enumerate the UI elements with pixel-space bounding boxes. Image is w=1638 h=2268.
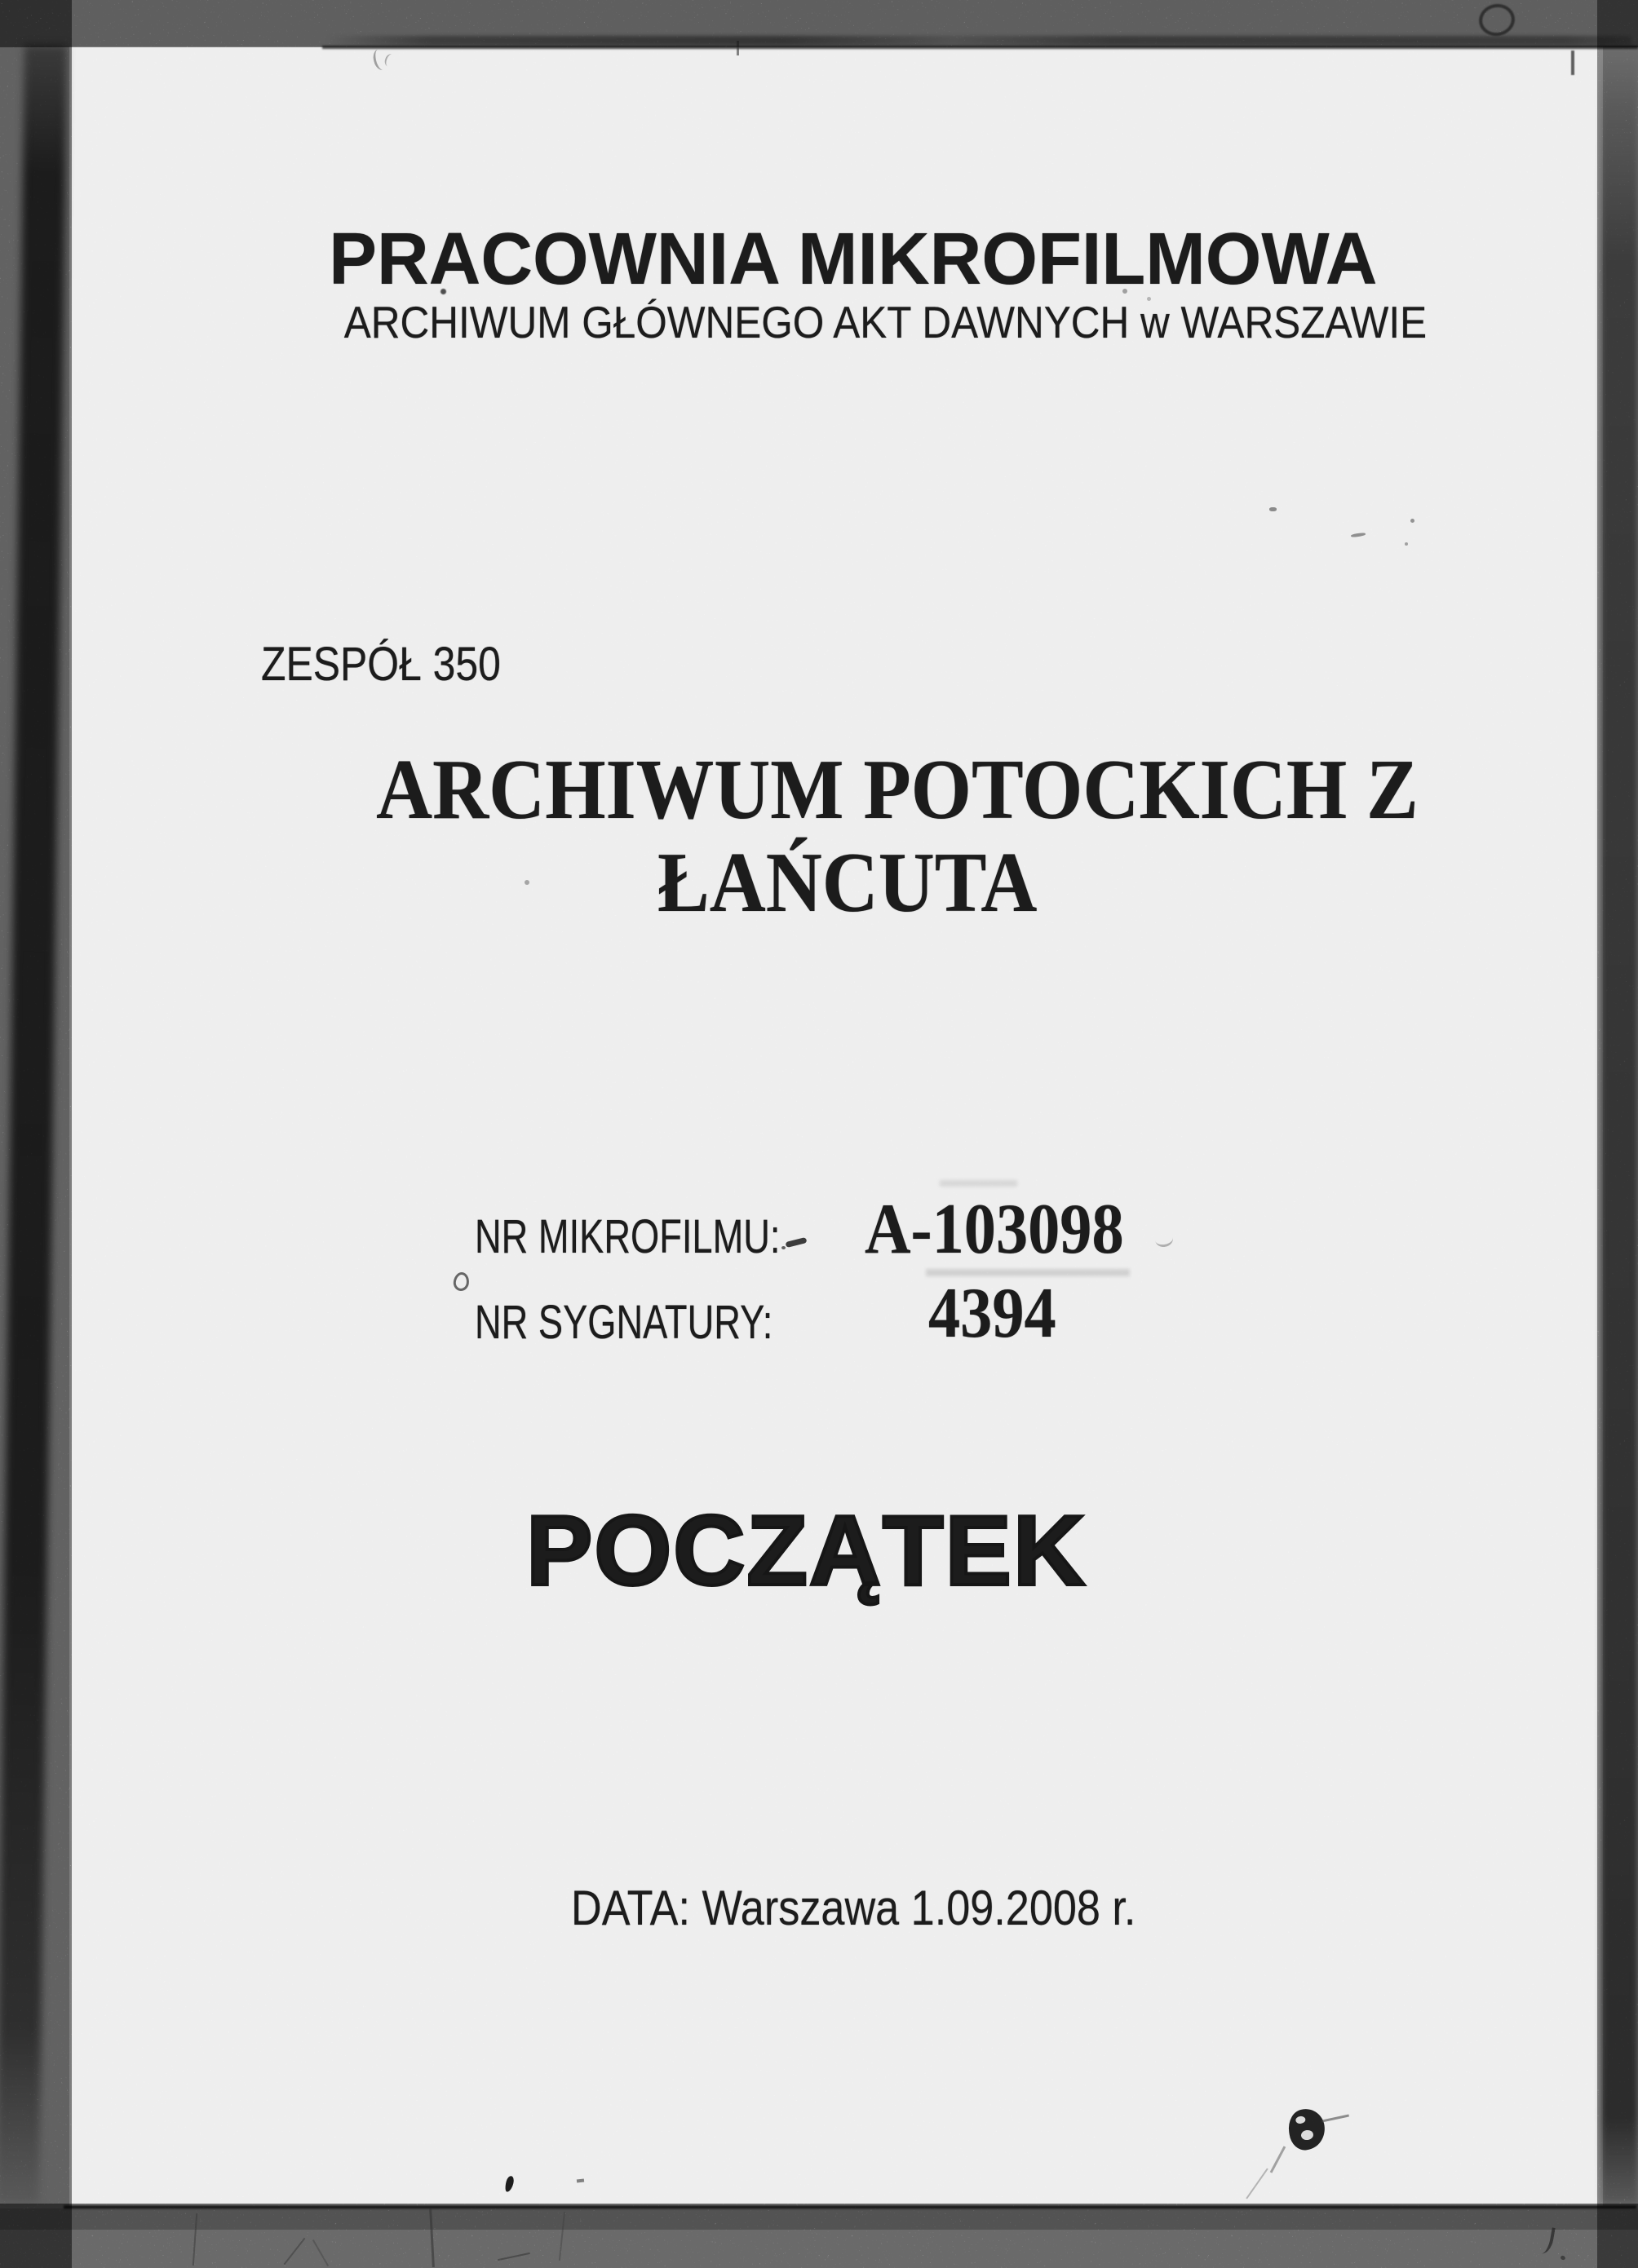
collection-number-text: ZESPÓŁ 350	[261, 638, 501, 691]
ink-speck	[1269, 507, 1277, 511]
fond-title-line2	[325, 834, 1370, 930]
blob-hole	[1300, 2129, 1314, 2141]
archive-subtitle	[284, 297, 1428, 347]
ghost-print-streak	[940, 1180, 1017, 1187]
page-top-edge-smudge	[326, 36, 1631, 46]
edge-tick-mark	[737, 41, 739, 55]
signature-number-value-text: 4394	[928, 1274, 1056, 1353]
date-line	[571, 1881, 1220, 1935]
workshop-title-text: PRACOWNIA MIKROFILMOWA	[329, 219, 1378, 300]
microfilm-number-label-text: NR MIKROFILMU:	[475, 1210, 781, 1263]
archive-subtitle-text: ARCHIWUM GŁÓWNEGO AKT DAWNYCH w WARSZAWIE	[343, 297, 1428, 347]
microfilm-number-value-text: A-103098	[865, 1190, 1124, 1269]
signature-number-value	[928, 1274, 1072, 1353]
start-marker-text: POCZĄTEK	[526, 1495, 1087, 1606]
workshop-title	[318, 219, 1378, 300]
date-line-text: DATA: Warszawa 1.09.2008 r.	[571, 1881, 1136, 1935]
ink-speck	[1410, 519, 1414, 523]
film-edge-right	[1601, 49, 1638, 2204]
collection-number-label	[261, 638, 540, 691]
signature-number-label	[475, 1296, 857, 1349]
fond-title-line1-text: ARCHIWUM POTOCKICH Z	[376, 741, 1419, 837]
start-marker	[526, 1495, 1087, 1606]
blob-hole	[1295, 2115, 1306, 2124]
scan-bottom-margin	[0, 2230, 1638, 2268]
microfilm-number-label	[475, 1210, 866, 1263]
fond-title-line2-text: ŁAŃCUTA	[657, 834, 1038, 930]
page-top-edge-line	[322, 46, 1638, 49]
ink-speck	[1405, 542, 1408, 546]
fond-title-line1	[325, 741, 1419, 837]
scan-bottom-band	[0, 2208, 1638, 2230]
signature-number-label-text: NR SYGNATURY:	[475, 1296, 773, 1349]
film-edge-left	[0, 45, 67, 2202]
microfilm-number-value	[865, 1190, 1156, 1269]
edge-tick-mark	[1571, 51, 1574, 75]
